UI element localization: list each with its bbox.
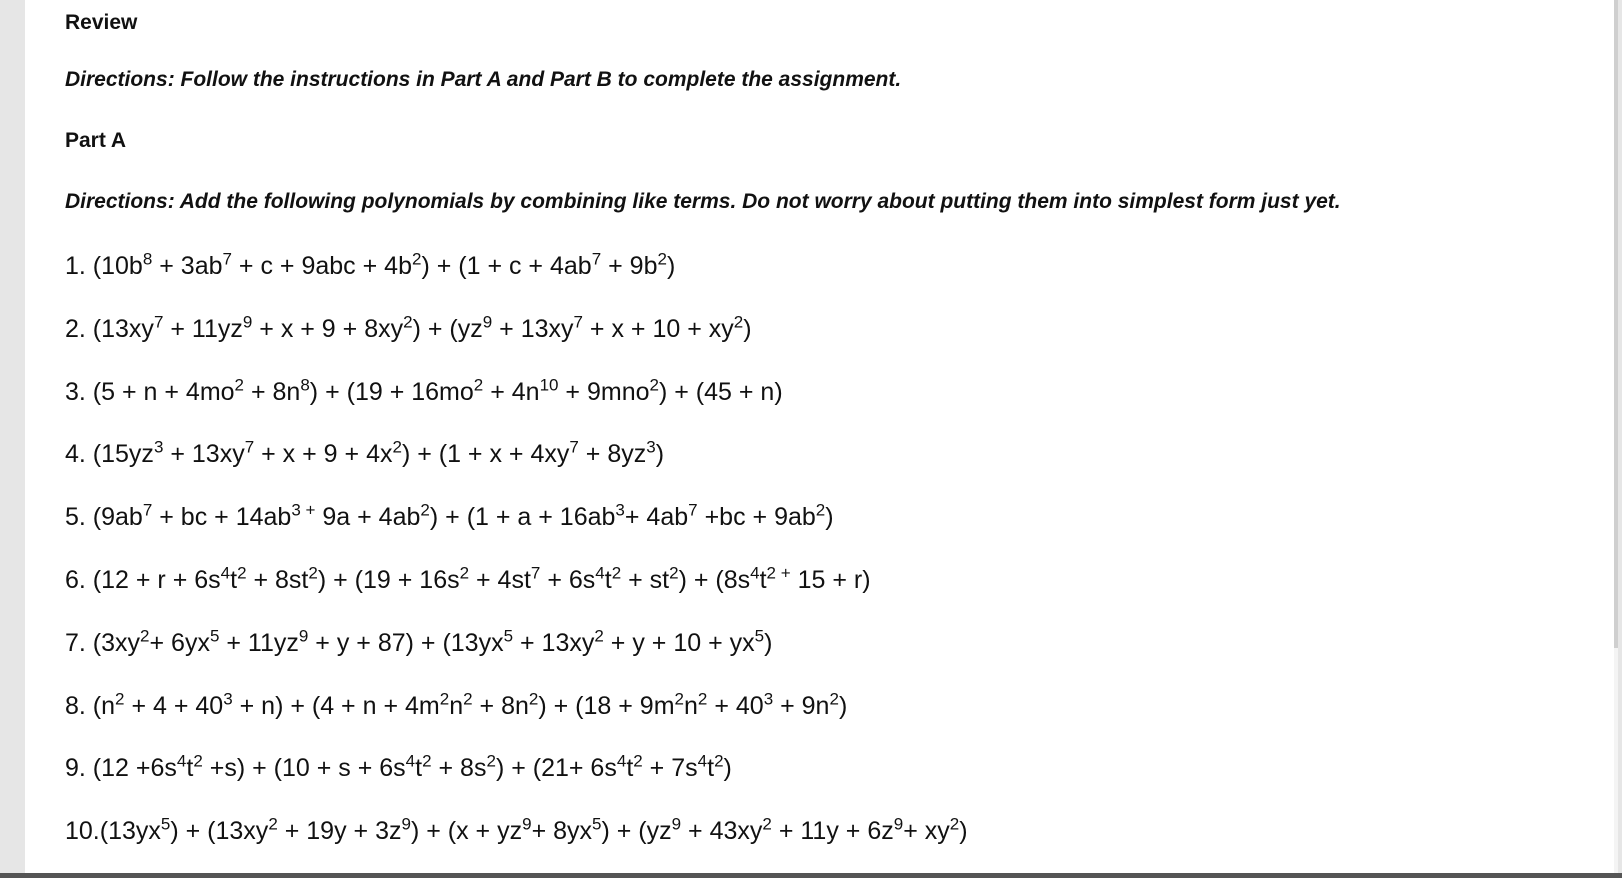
- document-title: Review: [65, 11, 138, 34]
- term-text: ): [764, 628, 773, 657]
- exponent: 2: [633, 752, 643, 772]
- term-text: ): [743, 314, 752, 343]
- exponent: 5: [592, 814, 602, 834]
- term-text: + n) + (4 + n + 4m: [232, 691, 440, 720]
- exponent: 2: [422, 752, 432, 772]
- term-text: + 19y + 3z: [277, 817, 402, 846]
- term-text: ) + (yz: [412, 314, 483, 343]
- exponent: 7: [688, 500, 698, 520]
- exponent: 2: [733, 312, 744, 332]
- term-text: + 11yz: [219, 628, 299, 657]
- term-text: +s) + (10 + s + 6s: [202, 754, 406, 783]
- exponent: 5: [160, 814, 171, 834]
- term-text: n: [449, 691, 464, 720]
- exponent: 4: [405, 752, 416, 772]
- exponent: 5: [503, 626, 514, 646]
- term-text: ) + (21+ 6s: [495, 754, 617, 783]
- term-text: 4. (15yz: [65, 440, 154, 469]
- exponent: 2: [234, 375, 245, 395]
- term-text: 8. (n: [65, 691, 116, 720]
- exponent: 8: [142, 249, 153, 269]
- exponent: 2: [268, 814, 278, 834]
- term-text: + 40: [707, 691, 764, 720]
- exponent: 2: [697, 689, 708, 709]
- exponent: 7: [591, 249, 602, 269]
- term-text: t: [604, 566, 612, 594]
- exponent: 2: [762, 814, 772, 834]
- problem-3: [65, 375, 783, 407]
- term-text: ) + (x + yz: [410, 817, 523, 846]
- exponent: 2: [463, 689, 473, 709]
- term-text: 9a + 4ab: [315, 503, 421, 532]
- term-text: n: [684, 691, 698, 720]
- term-text: 7. (3xy: [65, 628, 141, 657]
- term-text: + 9b: [601, 252, 658, 280]
- exponent: 2: [649, 375, 659, 395]
- exponent: 7: [530, 563, 541, 583]
- term-text: ) + (45 + n): [658, 377, 783, 406]
- scrollbar-track[interactable]: [1614, 0, 1618, 873]
- exponent: 2: [308, 563, 318, 583]
- exponent: 2: [486, 752, 496, 772]
- exponent: 2: [473, 375, 484, 395]
- term-text: + x + 10 + xy: [582, 314, 734, 343]
- term-text: ): [838, 691, 848, 720]
- exponent: 4: [220, 563, 231, 583]
- scrollbar-thumb[interactable]: [1614, 0, 1618, 648]
- term-text: + x + 9 + 8xy: [252, 314, 404, 343]
- exponent: 3: [153, 438, 164, 458]
- exponent: 7: [142, 500, 153, 520]
- document-page: [25, 0, 1618, 873]
- term-text: + 8st: [246, 566, 309, 594]
- term-text: + 6yx: [149, 628, 210, 657]
- term-text: + 9n: [773, 691, 830, 720]
- term-text: + 8yx: [531, 817, 593, 846]
- term-text: + xy: [903, 817, 950, 846]
- problem-8: [65, 689, 848, 721]
- term-text: ): [655, 440, 665, 469]
- main-directions: Directions: Follow the instructions in Part A and Part B to complete the assignment.: [65, 68, 902, 91]
- term-text: + 4ab: [624, 503, 689, 532]
- term-text: ): [825, 503, 834, 532]
- exponent: 2: [657, 249, 667, 269]
- exponent: 3: [646, 438, 656, 458]
- exponent: 7: [153, 312, 164, 332]
- term-text: 1. (10b: [65, 252, 143, 280]
- term-text: + 11yz: [163, 314, 243, 343]
- exponent: 2: [411, 249, 422, 269]
- term-text: + c + 9abc + 4b: [231, 252, 412, 280]
- problem-5: [65, 500, 834, 532]
- term-text: ) + (13xy: [170, 817, 269, 846]
- term-text: + 4st: [469, 566, 531, 594]
- exponent: 4: [176, 752, 187, 772]
- problem-2: [65, 312, 752, 344]
- exponent: 2: [459, 563, 470, 583]
- exponent: 9: [671, 814, 682, 834]
- term-text: t: [707, 754, 715, 783]
- problem-10: [65, 814, 968, 846]
- page-bottom-edge: [0, 873, 1622, 878]
- term-text: + st: [621, 566, 670, 594]
- term-text: + 13xy: [513, 628, 595, 657]
- exponent: 9: [522, 814, 532, 834]
- exponent: 2: [193, 752, 203, 772]
- exponent: 5: [754, 626, 765, 646]
- exponent: 2: [674, 689, 684, 709]
- term-text: t: [186, 754, 194, 783]
- term-text: 15 + r): [790, 566, 871, 594]
- exponent: 2: [829, 689, 839, 709]
- exponent: 2: [115, 689, 125, 709]
- exponent: 2: [611, 563, 622, 583]
- problem-6: [65, 563, 871, 595]
- term-text: + 8n: [472, 691, 529, 720]
- exponent: 2: [140, 626, 150, 646]
- exponent: 7: [573, 312, 583, 332]
- term-text: + 8s: [431, 754, 487, 783]
- exponent: 7: [569, 438, 579, 458]
- term-text: + 9mno: [558, 377, 650, 406]
- exponent: 7: [222, 249, 232, 269]
- term-text: ): [666, 252, 676, 280]
- term-text: 10.(13yx: [65, 817, 161, 846]
- term-text: t: [759, 566, 767, 594]
- part-a-directions: Directions: Add the following polynomials by combining like terms. Do not worry about putting them into simplest form just yet.: [65, 190, 1341, 213]
- term-text: ) + (1 + x + 4xy: [401, 440, 570, 469]
- term-text: ) + (8s: [678, 566, 751, 594]
- exponent: 2: [815, 500, 826, 520]
- term-text: + 13xy: [492, 314, 574, 343]
- term-text: + 43xy: [681, 817, 763, 846]
- term-text: 3. (5 + n + 4mo: [65, 377, 235, 406]
- term-text: t: [415, 754, 423, 783]
- term-text: ) + (18 + 9m: [538, 691, 675, 720]
- term-text: 9. (12 +6s: [65, 754, 177, 783]
- term-text: ): [723, 754, 732, 783]
- exponent: 9: [401, 814, 411, 834]
- term-text: + 11y + 6z: [771, 817, 894, 846]
- exponent: 2: [392, 438, 402, 458]
- exponent: 8: [300, 375, 310, 395]
- problem-7: [65, 626, 773, 658]
- exponent: 3: [223, 689, 233, 709]
- term-text: + x + 9 + 4x: [254, 440, 393, 469]
- term-text: + 8n: [244, 377, 301, 406]
- exponent: 9: [482, 312, 493, 332]
- term-text: ) + (1 + a + 16ab: [429, 503, 616, 532]
- term-text: +bc + 9ab: [697, 503, 816, 532]
- exponent: 2: [949, 814, 960, 834]
- term-text: 6. (12 + r + 6s: [65, 566, 221, 594]
- term-text: ) + (19 + 16s: [317, 566, 460, 594]
- exponent: 5: [209, 626, 220, 646]
- problem-1: [65, 249, 676, 281]
- term-text: + bc + 14ab: [152, 503, 292, 532]
- exponent: 4: [616, 752, 627, 772]
- exponent: 9: [893, 814, 904, 834]
- term-text: + y + 87) + (13yx: [308, 628, 504, 657]
- exponent: 2: [237, 563, 247, 583]
- exponent: 2: [420, 500, 430, 520]
- exponent: 2: [439, 689, 450, 709]
- part-a-heading: Part A: [65, 129, 127, 152]
- exponent: 3: [615, 500, 625, 520]
- term-text: ): [959, 817, 968, 846]
- exponent: 2 +: [766, 563, 791, 583]
- exponent: 2: [594, 626, 604, 646]
- term-text: ) + (19 + 16mo: [309, 377, 474, 406]
- exponent: 2: [403, 312, 413, 332]
- exponent: 2: [714, 752, 724, 772]
- term-text: + 7s: [642, 754, 698, 783]
- exponent: 7: [244, 438, 255, 458]
- term-text: + 13xy: [163, 440, 245, 469]
- exponent: 4: [595, 563, 605, 583]
- term-text: ) + (yz: [601, 817, 672, 846]
- exponent: 4: [750, 563, 760, 583]
- exponent: 2: [528, 689, 539, 709]
- exponent: 4: [697, 752, 708, 772]
- term-text: + 8yz: [578, 440, 647, 469]
- term-text: 2. (13xy: [65, 314, 154, 343]
- exponent: 3: [763, 689, 774, 709]
- term-text: + y + 10 + yx: [603, 628, 755, 657]
- term-text: ) + (1 + c + 4ab: [421, 252, 592, 280]
- problem-4: [65, 440, 664, 469]
- term-text: 5. (9ab: [65, 503, 143, 532]
- term-text: + 4 + 40: [124, 691, 224, 720]
- problem-9: [65, 754, 732, 783]
- term-text: + 3ab: [152, 252, 223, 280]
- exponent: 9: [298, 626, 309, 646]
- exponent: 10: [539, 375, 559, 395]
- exponent: 3 +: [291, 500, 316, 520]
- term-text: t: [626, 754, 634, 783]
- term-text: + 4n: [483, 377, 540, 406]
- term-text: + 6s: [540, 566, 596, 594]
- exponent: 9: [242, 312, 253, 332]
- exponent: 2: [669, 563, 679, 583]
- term-text: t: [230, 566, 238, 594]
